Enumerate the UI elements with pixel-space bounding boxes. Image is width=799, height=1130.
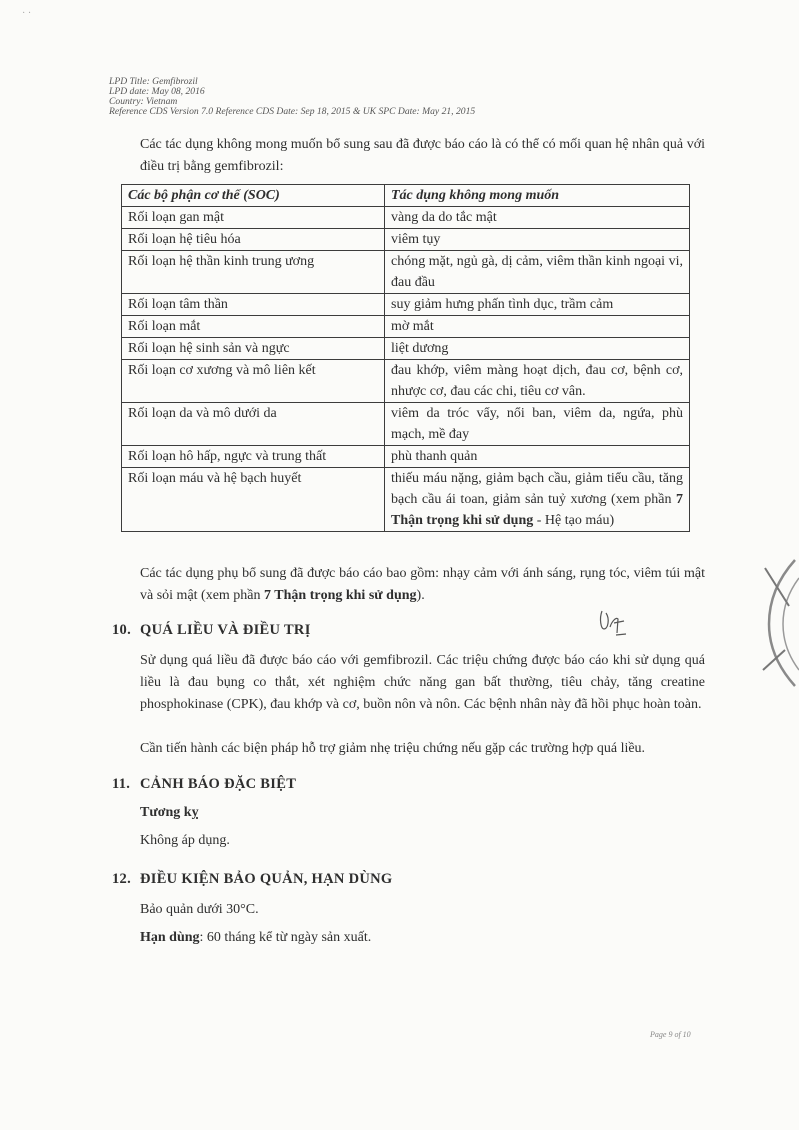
section-number: 11. [112, 776, 131, 792]
overdose-measures-paragraph: Cần tiến hành các biện pháp hỗ trợ giảm nhẹ triệu chứng nếu gặp các trường hợp quá liều. [140, 741, 646, 756]
additional-effects-paragraph [140, 563, 705, 607]
effects-text: thiếu máu nặng, giảm bạch cầu, giảm tiểu cầu, tăng bạch cầu ái toan, giảm sản tuỷ xương (xem phần [391, 471, 683, 507]
additional-effects-text: Các tác dụng phụ bổ sung đã được báo cáo bao gồm: nhạy cảm với ánh sáng, rụng tóc, viêm túi mật và sỏi mật (xem phần [140, 566, 705, 603]
partial-stamp [755, 558, 799, 688]
table-cell-soc: Rối loạn cơ xương và mô liên kết [122, 360, 385, 403]
header-country: Country: Vietnam [109, 96, 178, 107]
header-date: LPD date: May 08, 2016 [109, 86, 205, 97]
table-row [122, 316, 690, 338]
table-cell-soc: Rối loạn máu và hệ bạch huyết [122, 468, 385, 532]
table-row [122, 207, 690, 229]
overdose-paragraph: Sử dụng quá liều đã được báo cáo với gemfibrozil. Các triệu chứng được báo cáo khi sử dụng quá liều là đau bụng co thắt, xét nghiệm chức năng gan bất thường, tiêu chảy, tăng creatine phosphokinase (CPK), đau khớp và cơ, buồn nôn và nôn. Các bệnh nhân này đã hồi phục hoàn toàn. [140, 653, 705, 712]
incompatibility-subheading: Tương kỵ [140, 805, 199, 820]
table-cell-soc: Rối loạn mắt [122, 316, 385, 338]
scan-corner-mark: · · [22, 8, 32, 19]
additional-effects-end: ). [416, 588, 425, 603]
table-cell-soc: Rối loạn hệ thần kinh trung ương [122, 251, 385, 294]
table-row [122, 338, 690, 360]
table-row [122, 251, 690, 294]
cross-reference: 7 Thận trọng khi sử dụng [264, 588, 417, 603]
expiry-label: Hạn dùng [140, 930, 200, 945]
table-cell-effects: suy giảm hưng phấn tình dục, trầm cảm [385, 294, 690, 316]
expiry-text [140, 930, 371, 946]
table-row [122, 468, 690, 532]
table-cell-effects: đau khớp, viêm màng hoạt dịch, đau cơ, bệnh cơ, nhược cơ, đau các chi, tiêu cơ vân. [385, 360, 690, 403]
table-cell-effects: phù thanh quản [385, 446, 690, 468]
table-row [122, 360, 690, 403]
table-cell-effects: viêm da tróc vẩy, nổi ban, viêm da, ngứa, phù mạch, mề đay [385, 403, 690, 446]
table-cell-effects: mờ mắt [385, 316, 690, 338]
table-cell-soc: Rối loạn hô hấp, ngực và trung thất [122, 446, 385, 468]
header-title: LPD Title: Gemfibrozil [109, 76, 198, 87]
header-reference: Reference CDS Version 7.0 Reference CDS Date: Sep 18, 2015 & UK SPC Date: May 21, 2015 [109, 106, 476, 117]
cross-reference: 7 Thận trọng khi sử dụng [391, 492, 683, 528]
table-row [122, 229, 690, 251]
table-row [122, 294, 690, 316]
page-number: Page 9 of 10 [650, 1030, 691, 1039]
section-title: QUÁ LIỀU VÀ ĐIỀU TRỊ [140, 622, 311, 638]
table-row [122, 403, 690, 446]
section-title: CẢNH BÁO ĐẶC BIỆT [140, 776, 297, 792]
storage-text: Bảo quản dưới 30°C. [140, 902, 259, 917]
table-header-effects: Tác dụng không mong muốn [385, 185, 690, 207]
table-cell-soc: Rối loạn gan mật [122, 207, 385, 229]
section-12-heading [112, 871, 393, 888]
section-title: ĐIỀU KIỆN BẢO QUẢN, HẠN DÙNG [140, 871, 393, 887]
table-cell-effects: liệt dương [385, 338, 690, 360]
section-11-heading [112, 776, 296, 793]
section-10-heading [112, 622, 311, 639]
table-cell-effects: vàng da do tắc mật [385, 207, 690, 229]
table-row [122, 446, 690, 468]
intro-paragraph: Các tác dụng không mong muốn bổ sung sau đã được báo cáo là có thể có mối quan hệ nhân quả với điều trị bằng gemfibrozil: [140, 137, 705, 174]
expiry-value: : 60 tháng kể từ ngày sản xuất. [199, 930, 372, 945]
table-cell-effects: chóng mặt, ngủ gà, dị cảm, viêm thần kinh ngoại vi, đau đầu [385, 251, 690, 294]
section-number: 12. [112, 871, 132, 887]
table-header-row [122, 185, 690, 207]
table-cell-soc: Rối loạn da và mô dưới da [122, 403, 385, 446]
handwritten-initials [596, 607, 630, 637]
table-cell-soc: Rối loạn tâm thần [122, 294, 385, 316]
table-cell-soc: Rối loạn hệ sinh sản và ngực [122, 338, 385, 360]
effects-text-end: - Hệ tạo máu) [533, 513, 615, 528]
table-cell-effects: viêm tụy [385, 229, 690, 251]
incompatibility-text: Không áp dụng. [140, 833, 230, 848]
table-cell-effects [385, 468, 690, 532]
table-header-soc: Các bộ phận cơ thể (SOC) [122, 185, 385, 207]
adverse-effects-table [121, 184, 690, 532]
table-cell-soc: Rối loạn hệ tiêu hóa [122, 229, 385, 251]
section-number: 10. [112, 622, 132, 638]
